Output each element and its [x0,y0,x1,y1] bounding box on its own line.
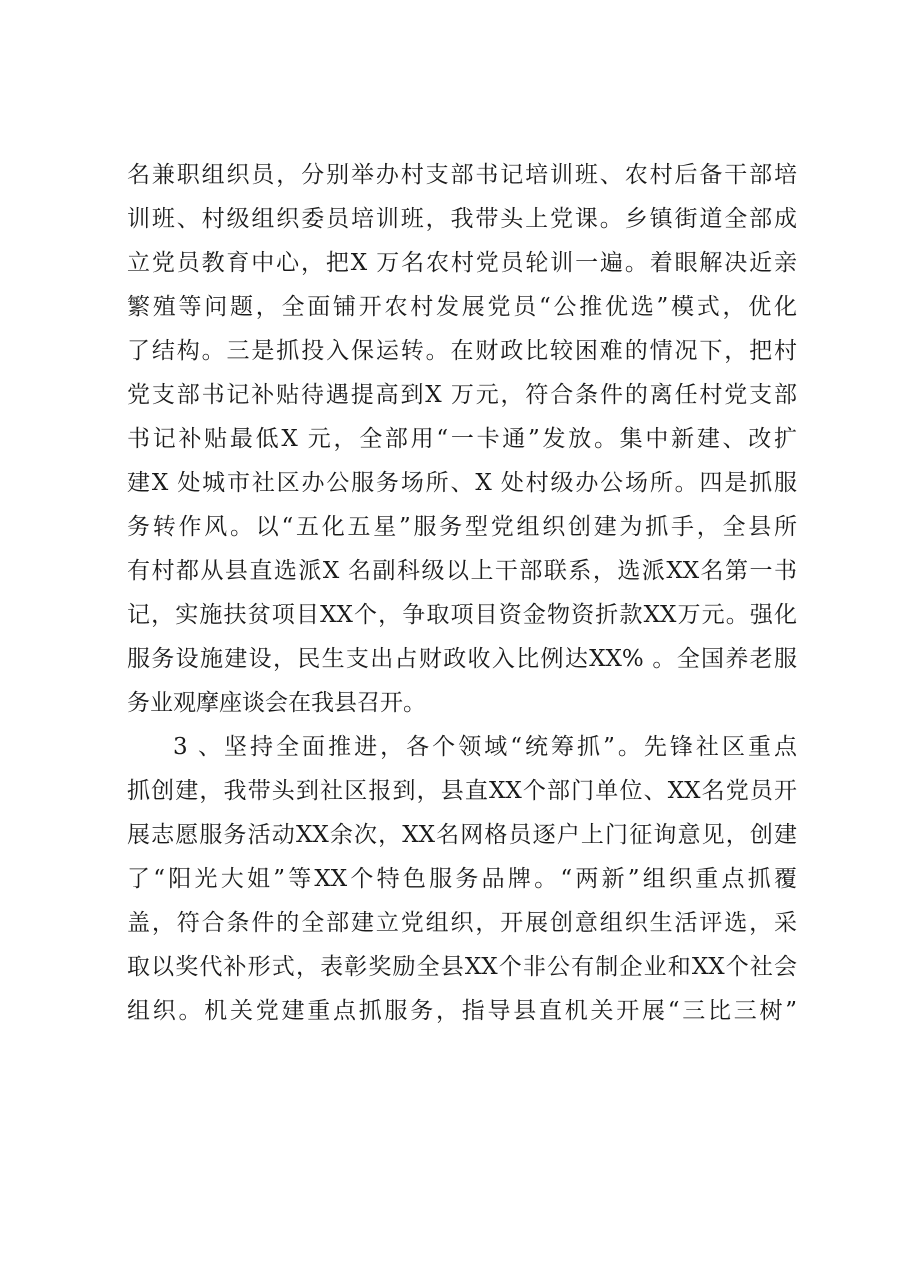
text-line: 名兼职组织员，分别举办村支部书记培训班、农村后备干部培 [127,162,797,188]
text-line: 党支部书记补贴待遇提高到X 万元，符合条件的离任村党支部 [127,382,797,408]
text-line: 3 、坚持全面推进，各个领域“统筹抓”。先锋社区重点 [173,734,797,760]
text-line: 盖，符合条件的全部建立党组织，开展创意组织生活评选，采 [127,910,797,936]
text-line: 立党员教育中心，把X 万名农村党员轮训一遍。着眼解决近亲 [127,250,797,276]
text-line: 服务设施建设，民生支出占财政收入比例达XX% 。全国养老服 [127,646,797,672]
text-line: 了“阳光大姐”等XX个特色服务品牌。“两新”组织重点抓覆 [127,866,797,892]
text-line: 展志愿服务活动XX余次，XX名网格员逐户上门征询意见，创建 [127,822,797,848]
text-line: 记，实施扶贫项目XX个，争取项目资金物资折款XX万元。强化 [127,602,797,628]
document-body [127,153,797,1033]
paragraph-2 [127,725,797,1033]
text-line: 繁殖等问题，全面铺开农村发展党员“公推优选”模式，优化 [127,294,797,320]
text-line: 务转作风。以“五化五星”服务型党组织创建为抓手，全县所 [127,514,797,540]
text-line: 建X 处城市社区办公服务场所、X 处村级办公场所。四是抓服 [127,470,797,496]
text-line: 务业观摩座谈会在我县召开。 [127,690,426,716]
text-line: 取以奖代补形式，表彰奖励全县XX个非公有制企业和XX个社会 [127,954,797,980]
text-line: 书记补贴最低X 元，全部用“一卡通”发放。集中新建、改扩 [127,426,797,452]
paragraph-1 [127,153,797,725]
text-line: 有村都从县直选派X 名副科级以上干部联系，选派XX名第一书 [127,558,797,584]
text-line: 组织。机关党建重点抓服务，指导县直机关开展“三比三树” [127,998,797,1024]
text-line: 训班、村级组织委员培训班，我带头上党课。乡镇街道全部成 [127,206,797,232]
text-line: 抓创建，我带头到社区报到，县直XX个部门单位、XX名党员开 [127,778,797,804]
text-line: 了结构。三是抓投入保运转。在财政比较困难的情况下，把村 [127,338,797,364]
